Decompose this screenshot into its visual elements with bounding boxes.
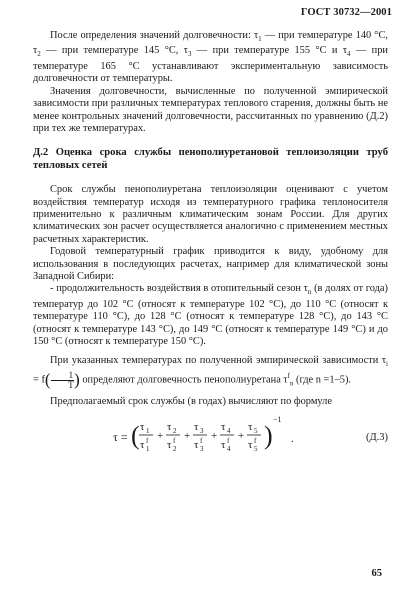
paragraph-duration-list: - продолжительность воздействия в отопительный сезон $\tau_n$ (в долях от года) температур до 102 °С (относят к температуре 102 °С), до 110 °С (относят к температуре 110 °С), до 128 °С (относят к температуре 128 °С), до 143 °С (относят к температуре 143 °С), до 149 °С (относят к температуре 149 °С) и до 150 °С (относят к температуре 150 °С). xyxy=(33,283,388,348)
svg-text:τ: τ xyxy=(140,421,145,434)
formula-numerator-1 xyxy=(140,421,150,435)
formula-svg xyxy=(113,414,313,464)
standard-header: ГОСТ 30732—2001 xyxy=(300,7,392,18)
formula-numerator-2 xyxy=(167,421,177,435)
formula-dot: . xyxy=(291,433,294,446)
formula-denominator-4 xyxy=(221,437,231,453)
formula-plus-3: + xyxy=(211,430,218,443)
formula-numerator-3 xyxy=(194,421,204,435)
formula-d3 xyxy=(33,412,388,466)
svg-text:τ: τ xyxy=(140,439,145,452)
svg-text:5: 5 xyxy=(254,445,258,454)
svg-text:τ: τ xyxy=(248,439,253,452)
paragraph-annual-graph: Годовой температурный график приводится к виду, удобному для использования в последующих расчетах, например для климатической зоны Западной Сибири: xyxy=(33,246,388,283)
svg-text:τ: τ xyxy=(167,439,172,452)
formula-lhs: τ = xyxy=(113,430,128,445)
paragraph-formula-intro: Предполагаемый срок службы (в годах) вычисляют по формуле xyxy=(50,396,332,408)
formula-denominator-2 xyxy=(167,437,177,453)
page-number: 65 xyxy=(371,568,382,579)
formula-left-paren: ( xyxy=(131,421,140,451)
formula-numerator-4 xyxy=(221,421,231,435)
formula-plus-1: + xyxy=(157,430,164,443)
svg-text:τ: τ xyxy=(221,439,226,452)
svg-text:1: 1 xyxy=(146,445,150,454)
formula-exponent: −1 xyxy=(273,415,282,425)
fraction-one-over-t: $\frac{1}{T}$ xyxy=(51,371,75,390)
svg-text:τ: τ xyxy=(194,421,199,434)
paragraph-empirical-dependence: При указанных температурах по полученной эмпирической зависимости $\tau_i = f$( $\frac{1}{T}$ ) определяют долговечность пенополиуретана $\tau^f_n$ (где n =1–5). xyxy=(33,354,388,390)
paragraph-service-life: Срок службы пенополиуретана теплоизоляции оценивают с учетом воздействия температур исходя из температурного графика теплоносителя применительно к различным климатическим зонам России. Для других климатических зон расчет осуществляется аналогично с применением местных расчетных характеристик. xyxy=(33,184,388,245)
svg-text:f: f xyxy=(200,437,203,446)
svg-text:1: 1 xyxy=(146,427,150,436)
svg-text:f: f xyxy=(173,437,176,446)
document-body xyxy=(33,30,388,466)
svg-text:τ: τ xyxy=(248,421,253,434)
formula-denominator-1 xyxy=(140,437,150,453)
svg-text:f: f xyxy=(254,437,257,446)
svg-text:5: 5 xyxy=(254,427,258,436)
svg-text:f: f xyxy=(227,437,230,446)
svg-text:τ: τ xyxy=(167,421,172,434)
section-heading-d2: Д.2 Оценка срока службы пенополиуретановой теплоизоляции труб тепловых сетей xyxy=(33,147,388,171)
equation-number: (Д.3) xyxy=(365,432,388,444)
formula-numerator-5 xyxy=(248,421,258,435)
svg-text:τ: τ xyxy=(194,439,199,452)
paragraph-durability-values: Значения долговечности, вычисленные по полученной эмпирической зависимости при различных температурах теплового старения, должны быть не менее контрольных значений долговечности, рассчитанных по уравнению (Д.2) при тех же температурах. xyxy=(33,85,388,134)
svg-text:3: 3 xyxy=(200,445,204,454)
svg-text:f: f xyxy=(146,437,149,446)
formula-right-paren: ) xyxy=(264,421,273,451)
svg-text:4: 4 xyxy=(227,427,231,436)
formula-denominator-3 xyxy=(194,437,204,453)
svg-text:3: 3 xyxy=(200,427,204,436)
svg-text:2: 2 xyxy=(173,427,177,436)
formula-denominator-5 xyxy=(248,437,258,453)
formula-expression xyxy=(113,414,313,464)
formula-plus-2: + xyxy=(184,430,191,443)
paragraph-durability-temperatures: После определения значений долговечности: $\tau_1$ — при температуре 140 °С, $\tau_2$ — при температуре 145 °С, $\tau_3$ — при температуре 155 °С и $\tau_4$ — при температуре 165 °С устанавливают экспериментальную зависимость долговечности от температуры. xyxy=(33,30,388,85)
svg-text:τ: τ xyxy=(221,421,226,434)
svg-text:4: 4 xyxy=(227,445,231,454)
svg-text:2: 2 xyxy=(173,445,177,454)
formula-plus-4: + xyxy=(238,430,245,443)
